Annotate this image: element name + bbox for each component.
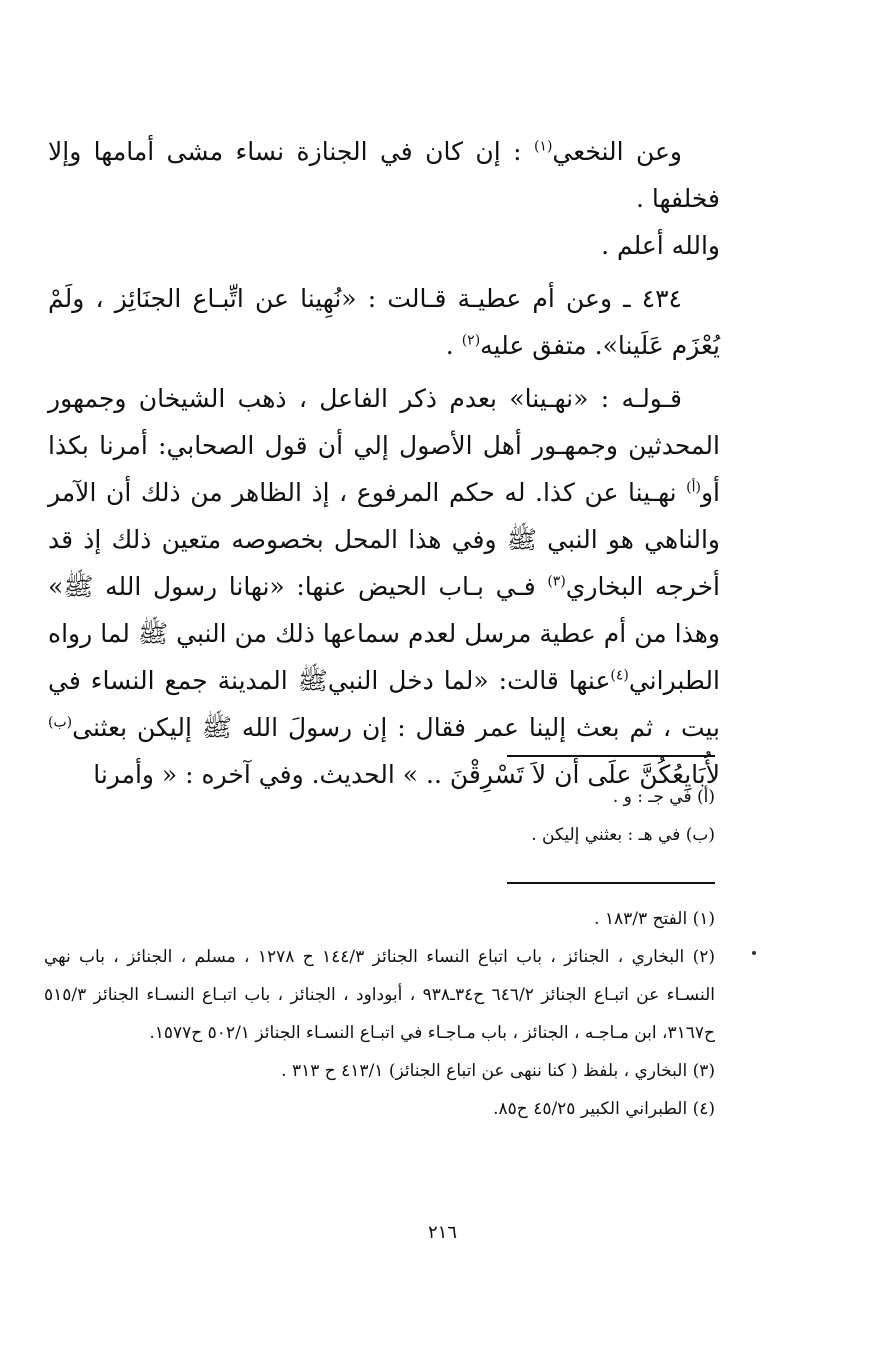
text-run: ٤٣٤ ـ وعن أم عطيـة قـالت : «نُهِينا عن اتِّبـاع الجنَائِز ، ولَمْ يُعْزَم عَلَينا». متفق عليه xyxy=(48,284,720,360)
footnote-item: (أ) في جـ : و . xyxy=(612,787,715,807)
page-number: ٢١٦ xyxy=(427,1222,457,1243)
footnote-ref: (ب) xyxy=(48,714,73,731)
footnote-ref: (١) xyxy=(533,138,553,155)
footnote-divider xyxy=(507,755,715,757)
text-run: قـولـه : «نهـينا» بعدم ذكر الفاعل ، ذهب الشيخان وجمهور المحدثين وجمهـور أهل الأصول إلي أن قول الصحابي: أمرنا بكذا أو xyxy=(48,384,720,507)
footnote-ref: (أ) xyxy=(686,479,701,496)
footnote-ref: (٣) xyxy=(547,573,566,590)
text-run: . xyxy=(445,331,462,360)
numbered-footnotes xyxy=(44,900,715,1128)
footnote-ref: (٤) xyxy=(610,667,629,684)
footnote-item: (٢) البخاري ، الجنائز ، باب اتباع النساء الجنائز ١٤٤/٣ ح ١٢٧٨ ، مسلم ، الجنائز ، باب نهي النسـاء عن اتبـاع الجنائز ٦٤٦/٢ ح٣٤ـ٩٣٨ ، أبوداود ، الجنائز ، باب اتبـاع النسـاء الجنائز ٥١٥/٣ ح٣١٦٧، ابن مـاجـه ، الجنائز ، باب مـاجـاء في اتبـاع النسـاء الجنائز ٥٠٢/١ ح١٥٧٧. xyxy=(44,947,716,1043)
footnote-item: (ب) في هـ : بعثني إليكن . xyxy=(531,825,715,845)
footnote-item: (٤) الطبراني الكبير ٤٥/٢٥ ح٨٥. xyxy=(493,1099,715,1119)
text-run: نهـينا عن كذا. له حكم المرفوع ، إذ الظاهر من ذلك أن الآمر والناهي هو النبي ﷺ وفي هذا المحل بخصوصه متعين ذلك إذ قد أخرجه البخاري xyxy=(48,478,720,601)
text-run: عنها قالت: «لما دخل النبيﷺ المدينة جمع النساء في بيت ، ثم بعث إلينا عمر فقال : إن رسولَ الله ﷺ إليكن بعثنى xyxy=(48,666,720,742)
paragraph-commentary xyxy=(48,375,720,798)
main-text xyxy=(48,128,720,798)
footnote-divider xyxy=(507,882,715,884)
scan-speck xyxy=(752,951,756,955)
footnote-item: (١) الفتح ١٨٣/٣ . xyxy=(594,909,715,929)
text-run: لأُبَايِعُكُنَّ علَى أن لاَ تَسْرِقْنَ .. » الحديث. وفي آخره : « وأمرنا xyxy=(93,760,720,789)
footnote-item: (٣) البخاري ، بلفظ ( كنا ننهى عن اتباع الجنائز) ٤١٣/١ ح ٣١٣ . xyxy=(281,1061,715,1081)
text-run: وعن النخعي xyxy=(552,137,682,166)
footnote-ref: (٢) xyxy=(461,332,481,349)
paragraph-nakhai xyxy=(48,128,720,269)
text-run: فـي بـاب الحيض عنها: «نهانا رسول الله ﷺ» وهذا من أم عطية مرسل لعدم سماعها ذلك من النبي ﷺ لما رواه الطبراني xyxy=(48,572,720,695)
paragraph-hadith-434 xyxy=(48,275,720,369)
text-run: : إن كان في الجنازة نساء مشى أمامها وإلا فخلفها . xyxy=(48,137,720,213)
text-run: والله أعلم . xyxy=(601,231,720,260)
letter-footnotes xyxy=(300,778,715,854)
